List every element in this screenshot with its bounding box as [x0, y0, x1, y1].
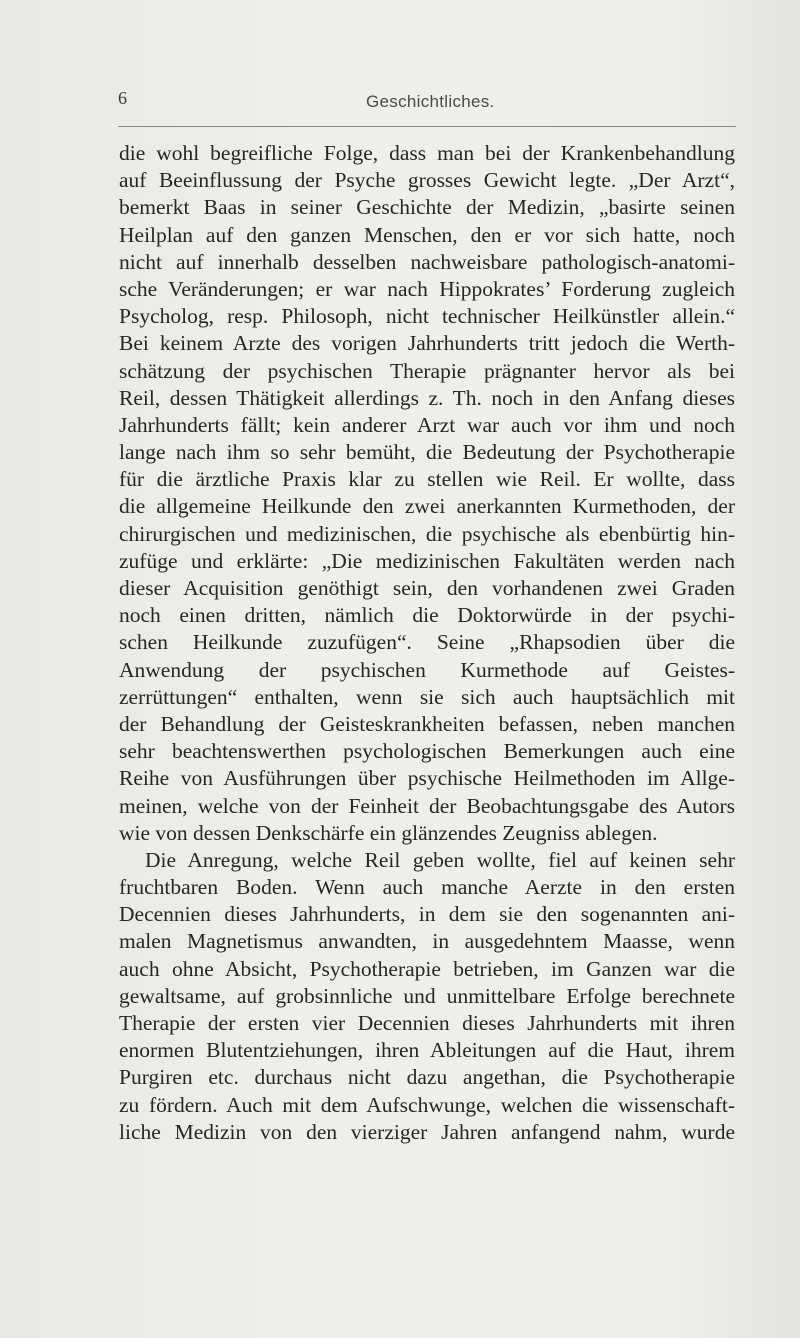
- text-line: zufüge und erklärte: „Die medizinischen Fakultäten werden nach: [119, 548, 735, 573]
- text-line: nicht auf innerhalb desselben nachweisbare pathologisch-anatomi-: [119, 249, 735, 274]
- text-line: Reil, dessen Thätigkeit allerdings z. Th. noch in den Anfang dieses: [119, 385, 735, 410]
- text-line: Jahrhunderts fällt; kein anderer Arzt war auch vor ihm und noch: [119, 412, 735, 437]
- header-rule: [118, 126, 736, 127]
- text-line: gewaltsame, auf grobsinnliche und unmittelbare Erfolge berechnete: [119, 983, 735, 1008]
- text-line: schen Heilkunde zuzufügen“. Seine „Rhapsodien über die: [119, 630, 735, 655]
- text-line: Heilplan auf den ganzen Menschen, den er vor sich hatte, noch: [119, 222, 735, 247]
- text-line: lange nach ihm so sehr bemüht, die Bedeutung der Psychotherapie: [119, 440, 735, 465]
- text-line: Therapie der ersten vier Decennien dieses Jahrhunderts mit ihren: [119, 1011, 735, 1035]
- text-line: Purgiren etc. durchaus nicht dazu angethan, die Psychotherapie: [119, 1065, 735, 1090]
- text-line: fruchtbaren Boden. Wenn auch manche Aerzte in den ersten: [119, 875, 735, 900]
- text-line: noch einen dritten, nämlich die Doktorwürde in der psychi-: [119, 603, 735, 628]
- text-line: zu fördern. Auch mit dem Aufschwunge, welchen die wissenschaft-: [119, 1092, 735, 1117]
- running-head: Geschichtliches.: [366, 92, 495, 111]
- text-line: die allgemeine Heilkunde den zwei anerkannten Kurmethoden, der: [119, 494, 735, 519]
- body-text: [119, 140, 735, 1146]
- text-line: chirurgischen und medizinischen, die psychische als ebenbürtig hin-: [119, 521, 735, 546]
- text-line: bemerkt Baas in seiner Geschichte der Medizin, „basirte seinen: [119, 195, 735, 220]
- text-line: Reihe von Ausführungen über psychische Heilmethoden im Allge-: [119, 766, 735, 791]
- text-line: für die ärztliche Praxis klar zu stellen wie Reil. Er wollte, dass: [119, 467, 735, 492]
- text-line: auch ohne Absicht, Psychotherapie betrieben, im Ganzen war die: [119, 956, 735, 981]
- text-line: Anwendung der psychischen Kurmethode auf Geistes-: [119, 657, 735, 682]
- text-line: Psycholog, resp. Philosoph, nicht technischer Heilkünstler allein.“: [119, 304, 735, 329]
- text-line: schätzung der psychischen Therapie prägnanter hervor als bei: [119, 358, 735, 383]
- page-header: [118, 88, 738, 118]
- text-line: meinen, welche von der Feinheit der Beobachtungsgabe des Autors: [119, 793, 735, 818]
- text-line: die wohl begreifliche Folge, dass man bei der Krankenbehandlung: [119, 141, 735, 165]
- text-line: enormen Blutentziehungen, ihren Ableitungen auf die Haut, ihrem: [119, 1038, 735, 1063]
- text-line: malen Magnetismus anwandten, in ausgedehntem Maasse, wenn: [119, 929, 735, 954]
- text-line: dieser Acquisition genöthigt sein, den vorhandenen zwei Graden: [119, 576, 735, 600]
- page-number: 6: [118, 88, 127, 108]
- text-line: sche Veränderungen; er war nach Hippokrates’ Forderung zugleich: [119, 276, 735, 301]
- text-line: Decennien dieses Jahrhunderts, in dem sie den sogenannten ani-: [119, 902, 735, 927]
- text-line: der Behandlung der Geisteskrankheiten befassen, neben manchen: [119, 711, 735, 736]
- text-line: Die Anregung, welche Reil geben wollte, fiel auf keinen sehr: [145, 847, 735, 872]
- text-line: zerrüttungen“ enthalten, wenn sie sich auch hauptsächlich mit: [119, 684, 735, 709]
- text-line: Bei keinem Arzte des vorigen Jahrhunderts tritt jedoch die Werth-: [119, 331, 735, 356]
- text-line: auf Beeinflussung der Psyche grosses Gewicht legte. „Der Arzt“,: [119, 168, 735, 193]
- text-line: wie von dessen Denkschärfe ein glänzendes Zeugniss ablegen.: [119, 820, 658, 845]
- text-line: sehr beachtenswerthen psychologischen Bemerkungen auch eine: [119, 739, 735, 764]
- text-line: liche Medizin von den vierziger Jahren anfangend nahm, wurde: [119, 1119, 735, 1144]
